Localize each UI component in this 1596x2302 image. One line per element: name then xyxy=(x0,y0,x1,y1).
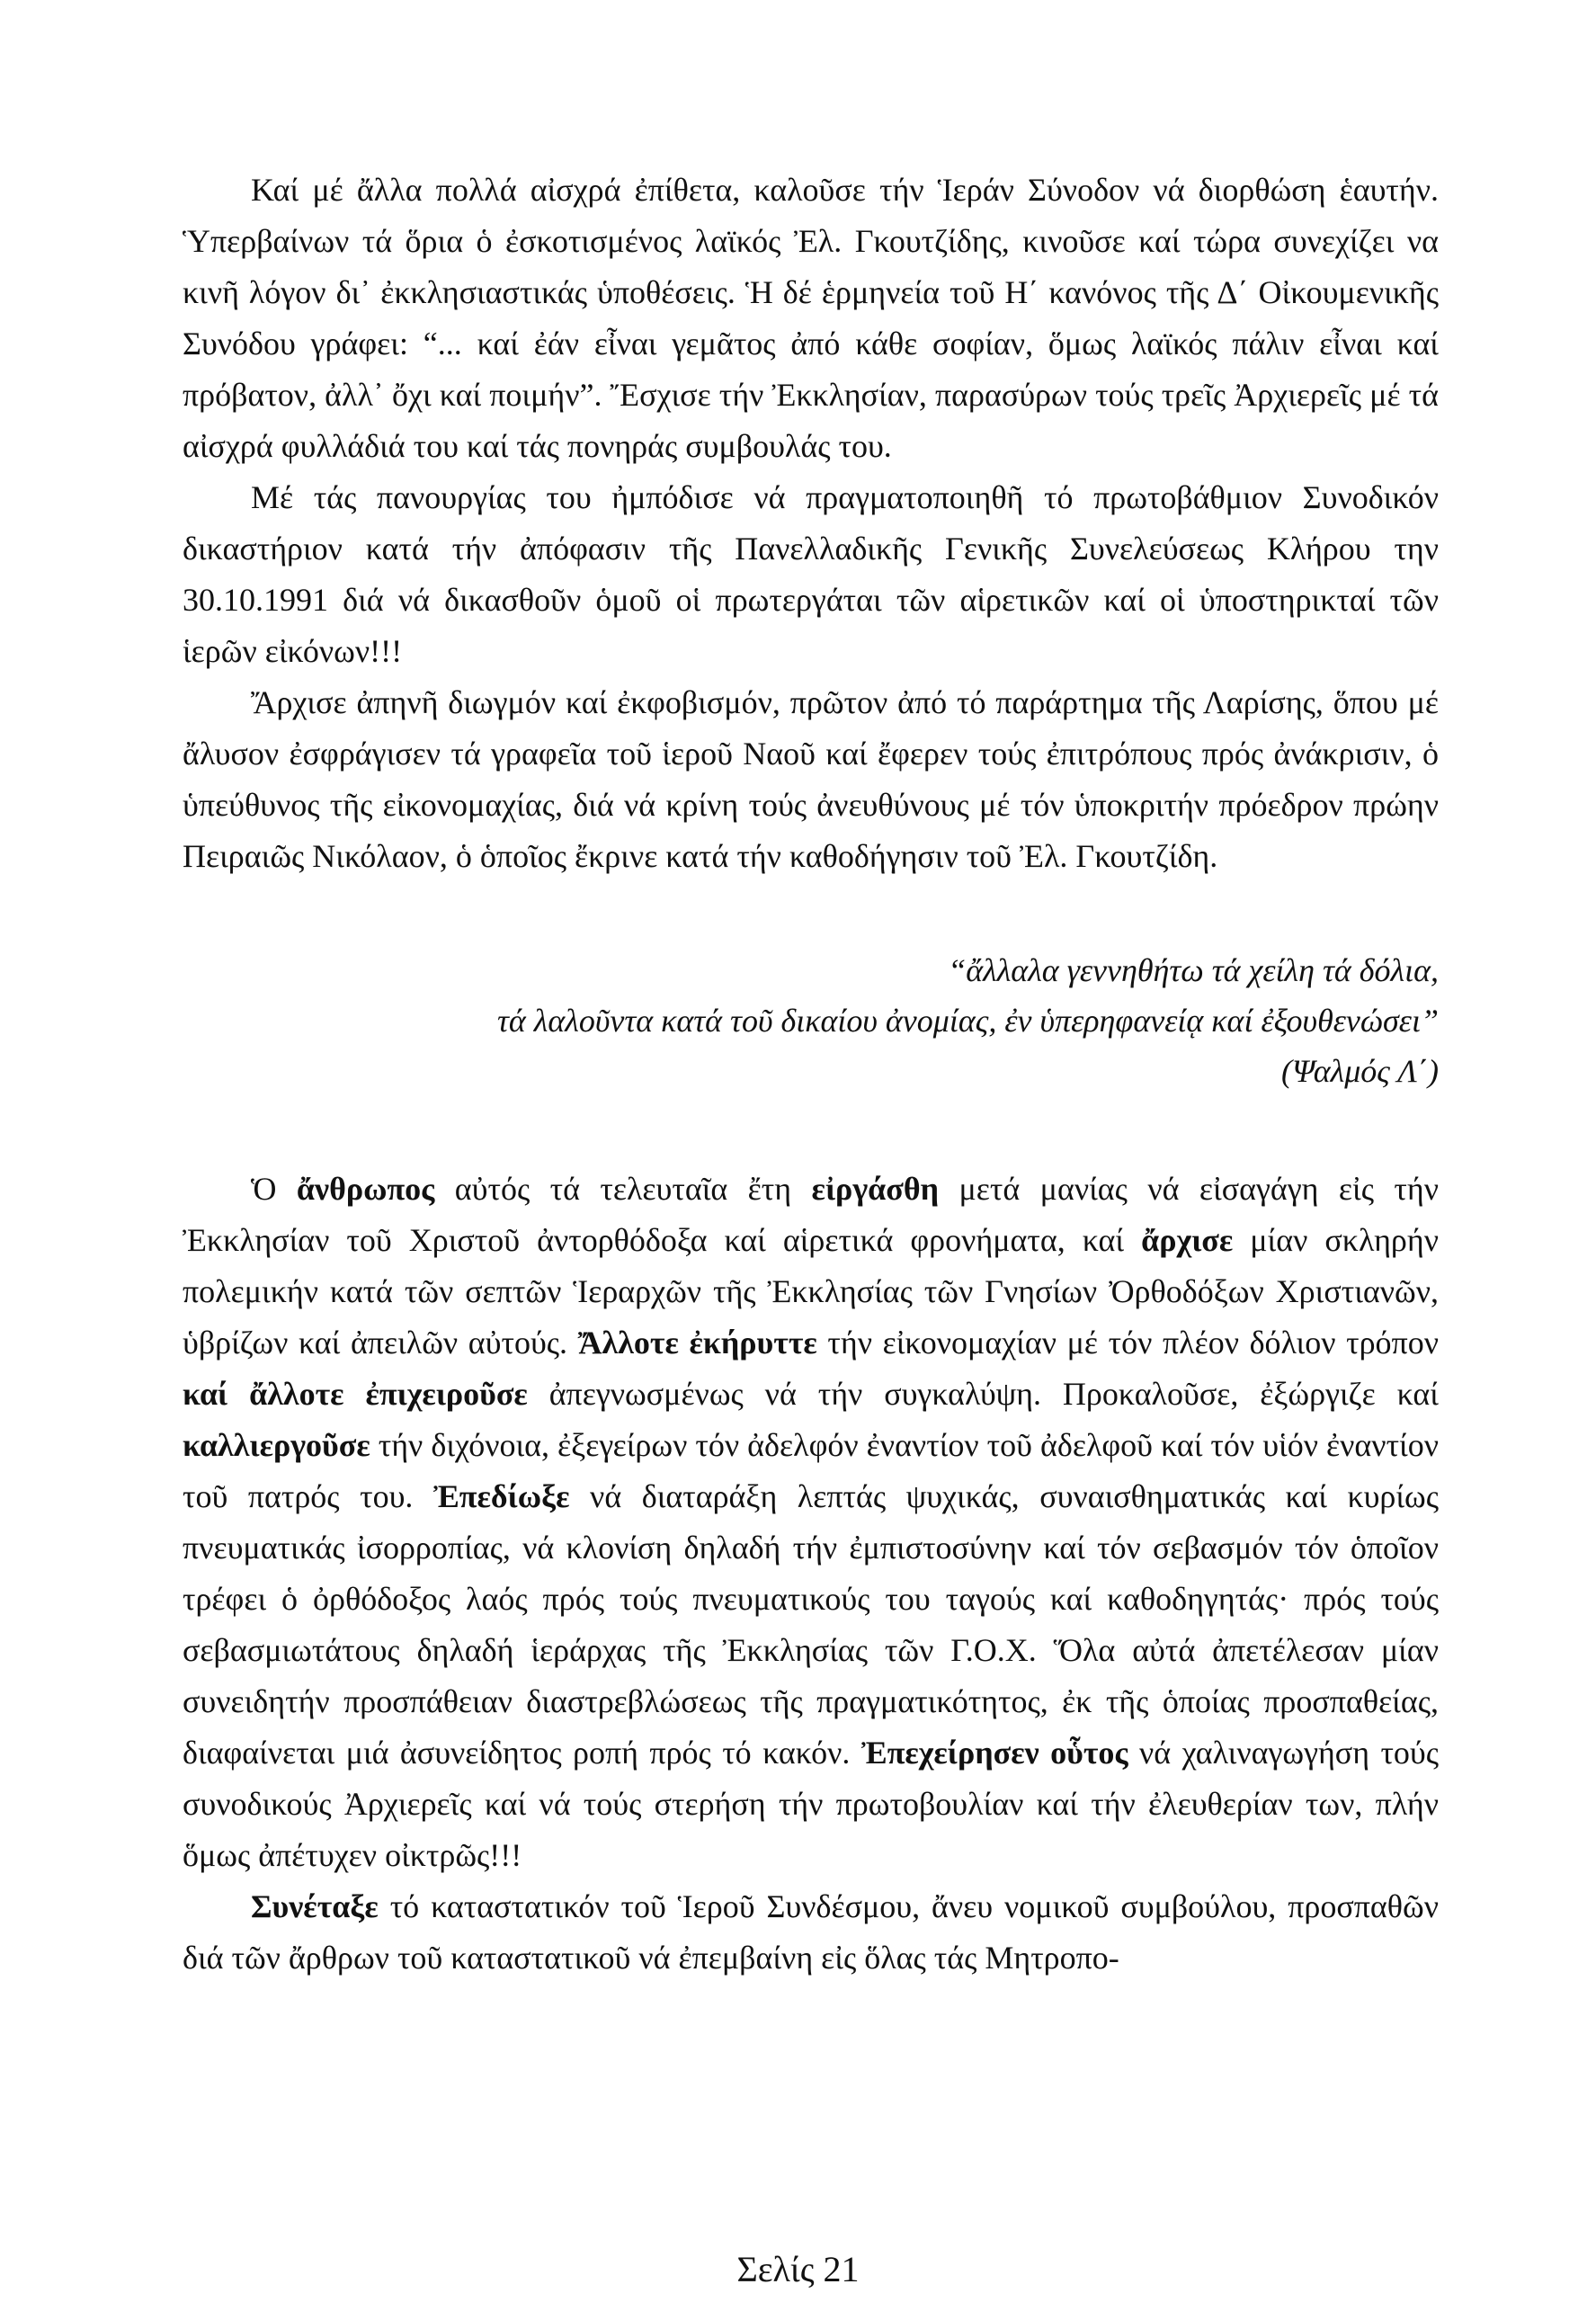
bold-segment: Ἄλλοτε ἐκήρυττε xyxy=(577,1325,817,1361)
text-segment: τό καταστατικόν τοῦ Ἱεροῦ Συνδέσμου, ἄνευ νομικοῦ συμβούλου, προσπαθῶν διά τῶν ἄρθρων τοῦ καταστατικοῦ νά ἐπεμβαίνη εἰς ὅλας τάς Μητροπο- xyxy=(183,1888,1439,1976)
bold-segment: ἄρχισε xyxy=(1141,1222,1234,1258)
text-segment: Ὁ xyxy=(251,1171,297,1207)
quote-source: (Ψαλμός Λ΄) xyxy=(1281,1053,1439,1089)
bold-segment: Ἐπεχείρησεν οὗτος xyxy=(860,1735,1128,1771)
text-segment: ἀπεγνωσμένως νά τήν συγκαλύψη. Προκαλοῦσε, ἐξώργιζε καί xyxy=(527,1376,1439,1412)
psalm-quote xyxy=(183,945,1439,1096)
text-segment: τήν διχόνοια, ἐξεγείρων τόν ἀδελφόν ἐναντίον τοῦ ἀδελφοῦ καί τόν υἱόν ἐναντίον τοῦ πατρός του. xyxy=(183,1427,1439,1514)
paragraph-2: Μέ τάς πανουργίας του ἠμπόδισε νά πραγματοποιηθῆ τό πρωτοβάθμιον Συνοδικόν δικαστήριον κατά τήν ἀπόφασιν τῆς Πανελλαδικῆς Γενικῆς Συνελεύσεως Κλήρου την 30.10.1991 διά νά δικασθοῦν ὁμοῦ οἱ πρωτεργάται τῶν αἱρετικῶν καί οἱ ὑποστηρικταί τῶν ἱερῶν εἰκόνων!!! xyxy=(183,479,1439,669)
text-segment: τήν εἰκονομαχίαν μέ τόν πλέον δόλιον τρόπον xyxy=(816,1325,1439,1361)
text-segment: νά χαλιναγωγήση τούς συνοδικούς Ἀρχιερεῖς καί νά τούς στερήση τήν πρωτοβουλίαν καί τήν ἐλευθερίαν των, πλήν ὅμως ἀπέτυχεν οἰκτρῶς!!! xyxy=(183,1735,1440,1873)
page-number: Σελίς 21 xyxy=(736,2249,860,2289)
document-page xyxy=(183,165,1439,1984)
paragraph-5 xyxy=(183,1881,1439,1984)
text-segment: μίαν σκληρήν πολεμικήν κατά τῶν σεπτῶν Ἱεραρχῶν τῆς Ἐκκλησίας τῶν Γνησίων Ὀρθοδόξων Χριστιανῶν, ὑβρίζων καί ἀπειλῶν αὐτούς. xyxy=(183,1222,1439,1361)
bold-segment: καί ἄλλοτε ἐπιχειροῦσε xyxy=(183,1376,528,1412)
bold-segment: ἄνθρωπος xyxy=(296,1171,435,1207)
text-segment: αὐτός τά τελευταῖα ἔτη xyxy=(434,1171,812,1207)
quote-line-2: τά λαλοῦντα κατά τοῦ δικαίου ἀνομίας, ἐν ὑπερηφανείᾳ καί ἐξουθενώσει” xyxy=(496,1003,1439,1039)
paragraph-3: Ἄρχισε ἀπηνῆ διωγμόν καί ἐκφοβισμόν, πρῶτον ἀπό τό παράρτημα τῆς Λαρίσης, ὅπου μέ ἄλυσον ἐσφράγισεν τά γραφεῖα τοῦ ἱεροῦ Ναοῦ καί ἔφερεν τούς ἐπιτρόπους πρός ἀνάκρισιν, ὁ ὑπεύθυνος τῆς εἰκονομαχίας, διά νά κρίνη τούς ἀνευθύνους μέ τόν ὑποκριτήν πρόεδρον πρώην Πειραιῶς Νικόλαον, ὁ ὁποῖος ἔκρινε κατά τήν καθοδήγησιν τοῦ Ἐλ. Γκουτζίδη. xyxy=(183,684,1439,874)
text-segment: μετά μανίας νά εἰσαγάγη εἰς τήν Ἐκκλησίαν τοῦ Χριστοῦ ἀντορθόδοξα καί αἱρετικά φρονήματα, καί xyxy=(183,1171,1439,1258)
bold-segment: καλλιεργοῦσε xyxy=(183,1427,370,1463)
bold-segment: Συνέταξε xyxy=(251,1888,379,1924)
quote-line-1: “ἄλλαλα γεννηθήτω τά χείλη τά δόλια, xyxy=(948,952,1439,988)
paragraph-4 xyxy=(183,1164,1439,1881)
bold-segment: εἰργάσθη xyxy=(811,1171,940,1207)
text-segment: νά διαταράξη λεπτάς ψυχικάς, συναισθηματικάς καί κυρίως πνευματικάς ἰσορροπίας, νά κλονίση δηλαδή τήν ἐμπιστοσύνην καί τόν σεβασμόν τόν ὁποῖον τρέφει ὁ ὀρθόδοξος λαός πρός τούς πνευματικούς του ταγούς καί καθοδηγητάς· πρός τούς σεβασμιωτάτους δηλαδή ἱεράρχας τῆς Ἐκκλησίας τῶν Γ.Ο.Χ. Ὅλα αὐτά ἀπετέλεσαν μίαν συνειδητήν προσπάθειαν διαστρεβλώσεως τῆς πραγματικότητος, ἐκ τῆς ὁποίας προσπαθείας, διαφαίνεται μιά ἀσυνείδητος ροπή πρός τό κακόν. xyxy=(183,1478,1440,1771)
paragraph-1: Καί μέ ἄλλα πολλά αἰσχρά ἐπίθετα, καλοῦσε τήν Ἱεράν Σύνοδον νά διορθώση ἑαυτήν. Ὑπερβαίνων τά ὅρια ὁ ἐσκοτισμένος λαϊκός Ἐλ. Γκουτζίδης, κινοῦσε καί τώρα συνεχίζει να κινῆ λόγον δι᾽ ἐκκλησιαστικάς ὑποθέσεις. Ἡ δέ ἑρμηνεία τοῦ Η΄ κανόνος τῆς Δ΄ Οἰκουμενικῆς Συνόδου γράφει: “... καί ἐάν εἶναι γεμᾶτος ἀπό κάθε σοφίαν, ὅμως λαϊκός πάλιν εἶναι καί πρόβατον, ἀλλ᾽ ὄχι καί ποιμήν”. Ἔσχισε τήν Ἐκκλησίαν, παρασύρων τούς τρεῖς Ἀρχιερεῖς μέ τά αἰσχρά φυλλάδιά του καί τάς πονηράς συμβουλάς του. xyxy=(183,172,1439,464)
bold-segment: Ἐπεδίωξε xyxy=(432,1478,570,1514)
